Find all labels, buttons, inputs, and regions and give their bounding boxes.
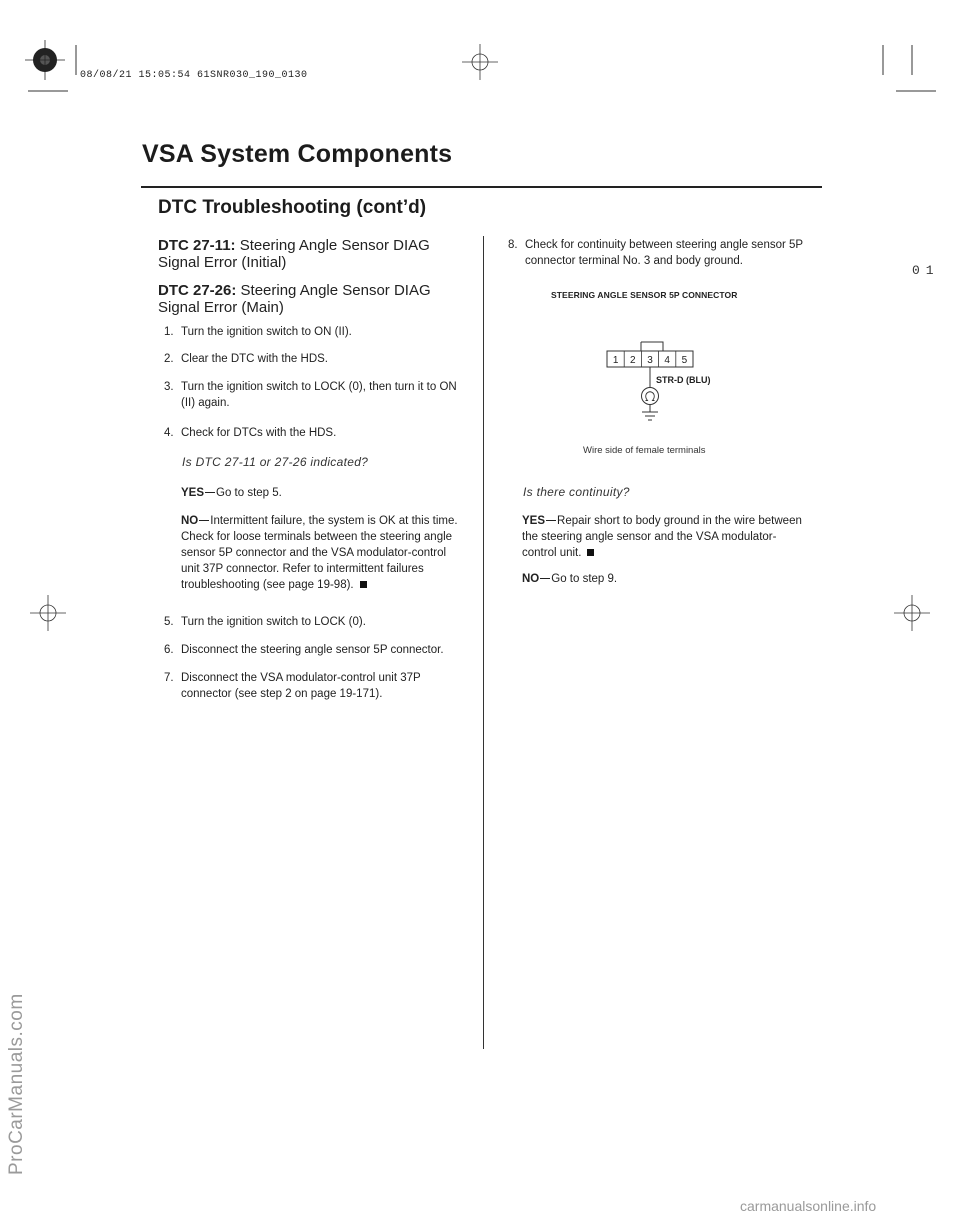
answer-text: Repair short to body ground in the wire between the steering angle sensor and the VSA modulator-control unit. [522, 515, 802, 559]
diagnostic-question: Is DTC 27-11 or 27-26 indicated? [182, 455, 369, 469]
watermark-bottom: carmanualsonline.info [740, 1198, 877, 1214]
step-text: Check for DTCs with the HDS. [181, 427, 337, 439]
side-code: 01 [912, 263, 940, 278]
answer-key: YES [522, 515, 546, 527]
answer-yes [522, 513, 802, 561]
ground-icon [642, 412, 658, 420]
step-number: 1. [164, 326, 174, 338]
registration-mark-icon [25, 40, 65, 80]
step-number: 4. [164, 427, 174, 439]
section-subtitle: DTC Troubleshooting (cont’d) [158, 197, 427, 218]
step-number: 5. [164, 616, 174, 628]
terminal-number: 2 [630, 355, 636, 366]
dtc-heading [158, 282, 458, 316]
answer-key: NO [181, 515, 199, 527]
connector-diagram [595, 338, 735, 433]
target-mark-icon [894, 595, 930, 631]
diagnostic-question: Is there continuity? [523, 485, 630, 499]
end-mark-icon [587, 549, 594, 556]
step-text: Clear the DTC with the HDS. [181, 353, 328, 365]
dtc-description: Steering Angle Sensor DIAG Signal Error (Main) [158, 282, 431, 316]
end-mark-icon [360, 581, 367, 588]
step-number: 3. [164, 381, 174, 393]
answer-text: Go to step 5. [216, 487, 282, 499]
procedure-step [164, 425, 464, 441]
step-text: Disconnect the steering angle sensor 5P connector. [181, 644, 444, 656]
ohmmeter-icon [642, 388, 659, 405]
dtc-code: DTC 27-11: [158, 237, 236, 254]
answer-text: Go to step 9. [551, 573, 618, 585]
procedure-step [508, 237, 818, 269]
dtc-heading [158, 237, 458, 271]
answer-yes [181, 485, 466, 501]
procedure-step [164, 670, 469, 702]
terminal-number: 1 [612, 355, 619, 366]
step-number: 7. [164, 672, 174, 684]
step-text: Check for continuity between steering angle sensor 5P connector terminal No. 3 and body ground. [525, 239, 803, 267]
dash [205, 492, 215, 493]
target-mark-icon [30, 595, 66, 631]
answer-no [181, 513, 466, 593]
terminal-number: 3 [647, 355, 653, 366]
procedure-step [164, 324, 464, 340]
diagram-caption: Wire side of female terminals [583, 445, 706, 456]
terminal-number: 4 [664, 355, 670, 366]
dash [199, 520, 209, 521]
diagram-title: STEERING ANGLE SENSOR 5P CONNECTOR [551, 290, 738, 300]
step-text: Turn the ignition switch to LOCK (0), then turn it to ON (II) again. [181, 381, 457, 409]
watermark-side: ProCarManuals.com [6, 993, 27, 1175]
procedure-step [164, 642, 469, 658]
step-number: 8. [508, 239, 518, 251]
dash [546, 520, 556, 521]
answer-text: Intermittent failure, the system is OK at this time. Check for loose terminals between the steering angle sensor 5P connector and the VSA modulator-control unit 37P connector. Refer to intermittent failures troubleshooting (see page 19-98). [181, 515, 458, 591]
dash [540, 578, 550, 579]
procedure-step [164, 614, 469, 630]
column-divider [483, 236, 484, 1049]
answer-key: YES [181, 487, 205, 499]
step-number: 6. [164, 644, 174, 656]
answer-no [522, 571, 802, 587]
page-title: VSA System Components [142, 140, 453, 168]
title-rule [141, 186, 822, 188]
terminal-number: 5 [681, 355, 688, 366]
answer-key: NO [522, 573, 540, 585]
wire-label: STR-D (BLU) [656, 375, 711, 385]
step-number: 2. [164, 353, 174, 365]
procedure-step [164, 351, 464, 367]
procedure-step [164, 379, 464, 411]
print-timestamp: 08/08/21 15:05:54 61SNR030_190_0130 [80, 70, 308, 81]
step-text: Turn the ignition switch to LOCK (0). [181, 616, 366, 628]
dtc-code: DTC 27-26: [158, 282, 237, 299]
step-text: Turn the ignition switch to ON (II). [181, 326, 352, 338]
target-mark-icon [462, 44, 498, 80]
dtc-description: Steering Angle Sensor DIAG Signal Error (Initial) [158, 237, 430, 271]
step-text: Disconnect the VSA modulator-control unit 37P connector (see step 2 on page 19-171). [181, 672, 421, 700]
